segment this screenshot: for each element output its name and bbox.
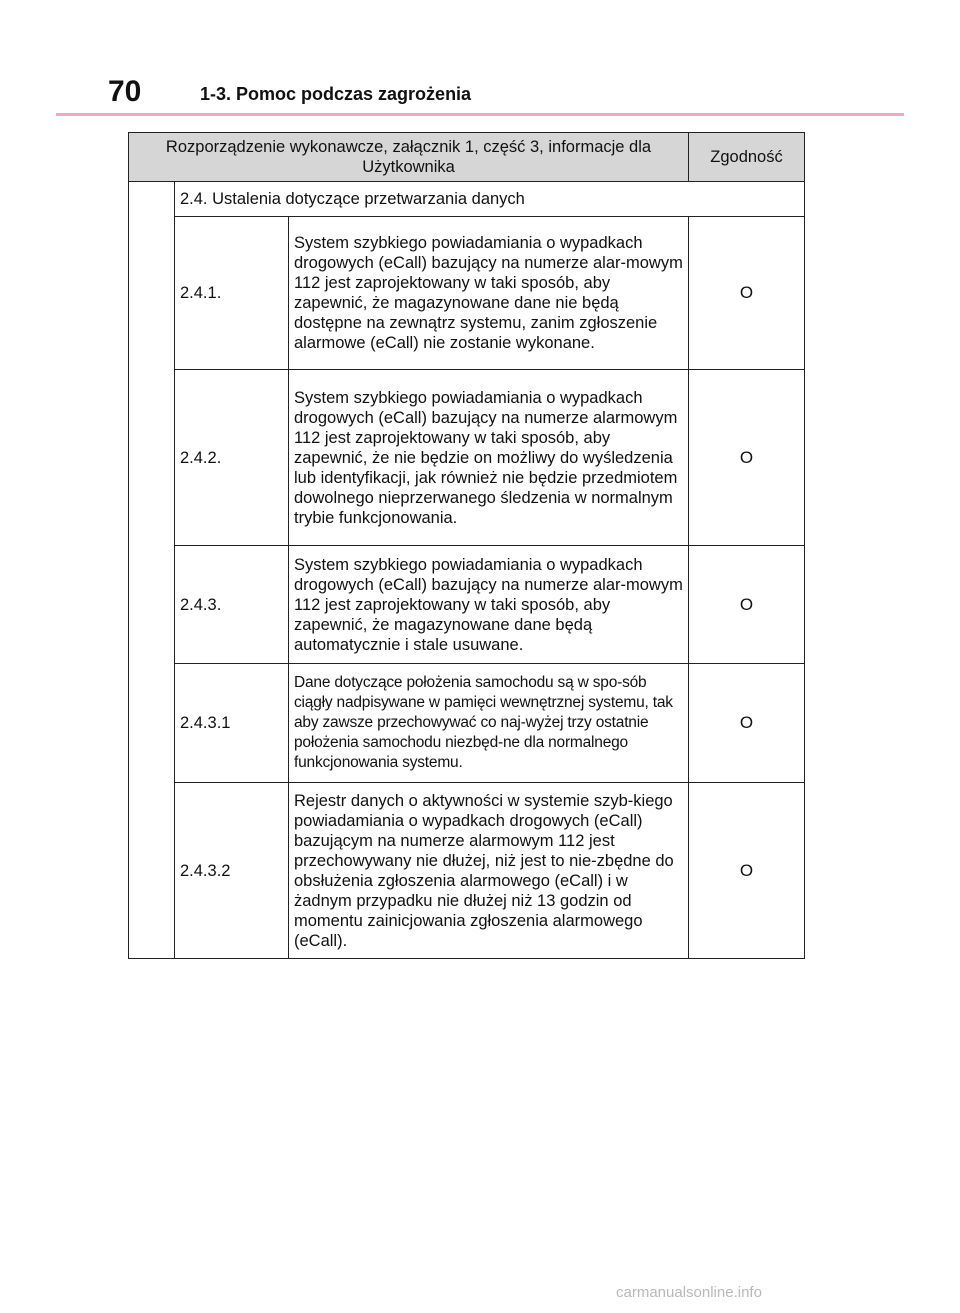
header-regulation: Rozporządzenie wykonawcze, załącznik 1, część 3, informacje dla Użytkownika [129, 133, 689, 182]
table-row [129, 217, 805, 370]
table-header-row [129, 133, 805, 182]
row-conformity: O [689, 546, 805, 664]
header-conformity: Zgodność [689, 133, 805, 182]
row-id: 2.4.3. [175, 546, 289, 664]
row-text: Rejestr danych o aktywności w systemie szyb-kiego powiadamiania o wypadkach drogowych (eCall) bazującym na numerze alarmowym 112 jest przechowywany nie dłużej, niż jest to nie-zbędne do obsłużenia zgłoszenia alarmowego (eCall) i w żadnym przypadku nie dłużej niż 13 godzin od momentu zainicjowania zgłoszenia alarmowego (eCall). [289, 783, 689, 959]
header-rule [56, 113, 904, 116]
row-conformity: O [689, 217, 805, 370]
row-text: System szybkiego powiadamiania o wypadkach drogowych (eCall) bazujący na numerze alarmowym 112 jest zaprojektowany w taki sposób, aby zapewnić, że nie będzie on możliwy do wyśledzenia lub identyfikacji, jak również nie będzie przedmiotem dowolnego nieprzerwanego śledzenia w normalnym trybie funkcjonowania. [289, 370, 689, 546]
row-id: 2.4.2. [175, 370, 289, 546]
watermark: carmanualsonline.info [616, 1284, 762, 1301]
table-row [129, 664, 805, 783]
table-row [129, 546, 805, 664]
row-conformity: O [689, 370, 805, 546]
table-row [129, 370, 805, 546]
section-label: 2.4. Ustalenia dotyczące przetwarzania danych [175, 182, 805, 217]
table-row [129, 783, 805, 959]
row-id: 2.4.3.2 [175, 783, 289, 959]
row-id: 2.4.1. [175, 217, 289, 370]
page-header [0, 0, 960, 120]
section-row [129, 182, 805, 217]
row-text: System szybkiego powiadamiania o wypadkach drogowych (eCall) bazujący na numerze alar-mowym 112 jest zaprojektowany w taki sposób, aby zapewnić, że magazynowane dane będą automatycznie i stale usuwane. [289, 546, 689, 664]
row-text: Dane dotyczące położenia samochodu są w spo-sób ciągły nadpisywane w pamięci wewnętrznej systemu, tak aby zawsze przechowywać co naj-wyżej trzy ostatnie położenia samochodu niezbęd-ne dla normalnego funkcjonowania systemu. [289, 664, 689, 783]
row-text: System szybkiego powiadamiania o wypadkach drogowych (eCall) bazujący na numerze alar-mowym 112 jest zaprojektowany w taki sposób, aby zapewnić, że magazynowane dane nie będą dostępne na zewnątrz systemu, zanim zgłoszenie alarmowe (eCall) nie zostanie wykonane. [289, 217, 689, 370]
indent-cell [129, 182, 175, 959]
section-title: 1-3. Pomoc podczas zagrożenia [200, 84, 472, 104]
row-conformity: O [689, 783, 805, 959]
page-number: 70 [108, 75, 142, 108]
row-id: 2.4.3.1 [175, 664, 289, 783]
row-conformity: O [689, 664, 805, 783]
regulation-table [128, 132, 805, 959]
